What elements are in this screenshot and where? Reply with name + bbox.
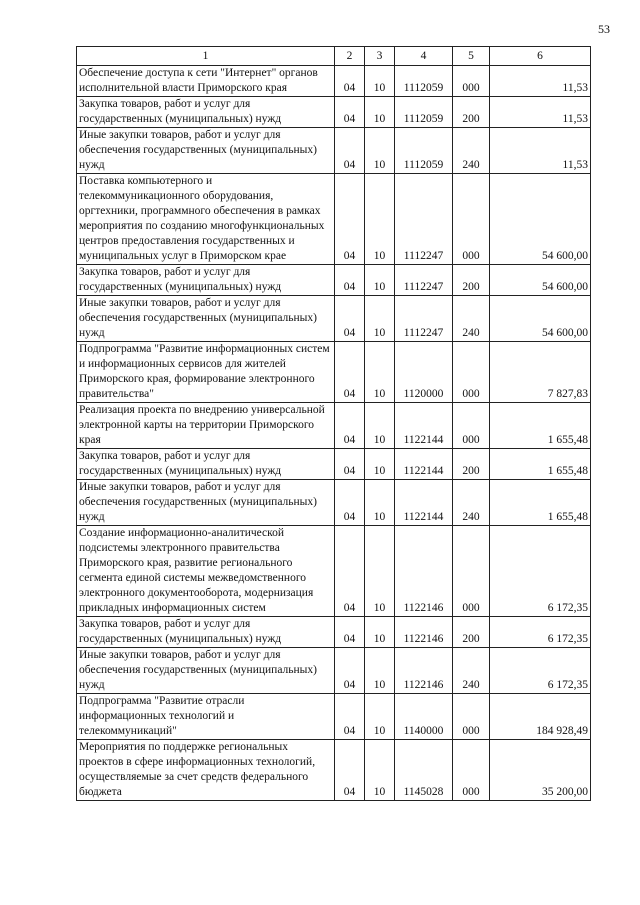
row-code-cell: 10 — [365, 694, 395, 740]
table-row — [77, 97, 591, 128]
table-body — [77, 66, 591, 801]
table-row — [77, 449, 591, 480]
row-code-cell: 10 — [365, 174, 395, 265]
row-code-cell: 10 — [365, 128, 395, 174]
row-code-cell: 1112247 — [395, 174, 453, 265]
row-code-cell: 1145028 — [395, 740, 453, 801]
row-code-cell: 10 — [365, 740, 395, 801]
row-code-cell: 04 — [335, 265, 365, 296]
row-name-cell: Создание информационно-аналитической подсистемы электронного правительства Приморского края, развитие регионального сегмента единой системы межведомственного электронного документооборота, модернизация прикладных информационных систем — [77, 526, 335, 617]
row-code-cell: 1112059 — [395, 128, 453, 174]
row-name-cell: Закупка товаров, работ и услуг для государственных (муниципальных) нужд — [77, 265, 335, 296]
row-code-cell: 10 — [365, 617, 395, 648]
header-row — [77, 47, 591, 66]
row-name-cell: Мероприятия по поддержке региональных проектов в сфере информационных технологий, осуществляемые за счет средств федерального бюджета — [77, 740, 335, 801]
header-cell: 6 — [490, 47, 591, 66]
row-code-cell: 04 — [335, 480, 365, 526]
row-code-cell: 1122144 — [395, 480, 453, 526]
row-amount-cell: 1 655,48 — [490, 480, 591, 526]
row-code-cell: 1120000 — [395, 342, 453, 403]
row-amount-cell: 1 655,48 — [490, 403, 591, 449]
row-code-cell: 04 — [335, 296, 365, 342]
budget-table — [76, 46, 591, 801]
row-amount-cell: 7 827,83 — [490, 342, 591, 403]
page-number: 53 — [598, 22, 610, 36]
row-code-cell: 10 — [365, 265, 395, 296]
row-name-cell: Реализация проекта по внедрению универсальной электронной карты на территории Приморского края — [77, 403, 335, 449]
row-code-cell: 1112247 — [395, 265, 453, 296]
row-code-cell: 04 — [335, 174, 365, 265]
table-row — [77, 403, 591, 449]
row-code-cell: 10 — [365, 97, 395, 128]
row-code-cell: 1112059 — [395, 97, 453, 128]
row-code-cell: 10 — [365, 342, 395, 403]
row-code-cell: 04 — [335, 694, 365, 740]
row-code-cell: 04 — [335, 449, 365, 480]
row-amount-cell: 11,53 — [490, 97, 591, 128]
row-code-cell: 1112059 — [395, 66, 453, 97]
row-code-cell: 04 — [335, 128, 365, 174]
row-code-cell: 04 — [335, 648, 365, 694]
row-amount-cell: 1 655,48 — [490, 449, 591, 480]
row-code-cell: 10 — [365, 648, 395, 694]
row-name-cell: Иные закупки товаров, работ и услуг для обеспечения государственных (муниципальных) нужд — [77, 128, 335, 174]
row-code-cell: 10 — [365, 480, 395, 526]
row-code-cell: 10 — [365, 296, 395, 342]
row-code-cell: 1122146 — [395, 526, 453, 617]
row-code-cell: 1122146 — [395, 617, 453, 648]
row-code-cell: 10 — [365, 449, 395, 480]
row-code-cell: 1122144 — [395, 403, 453, 449]
header-cell: 3 — [365, 47, 395, 66]
header-cell: 4 — [395, 47, 453, 66]
row-code-cell: 200 — [453, 617, 490, 648]
row-name-cell: Закупка товаров, работ и услуг для государственных (муниципальных) нужд — [77, 617, 335, 648]
table-row — [77, 296, 591, 342]
row-code-cell: 000 — [453, 740, 490, 801]
row-code-cell: 04 — [335, 97, 365, 128]
header-cell: 1 — [77, 47, 335, 66]
table-row — [77, 128, 591, 174]
row-name-cell: Обеспечение доступа к сети "Интернет" органов исполнительной власти Приморского края — [77, 66, 335, 97]
row-amount-cell: 54 600,00 — [490, 174, 591, 265]
header-cell: 2 — [335, 47, 365, 66]
row-amount-cell: 35 200,00 — [490, 740, 591, 801]
row-name-cell: Иные закупки товаров, работ и услуг для обеспечения государственных (муниципальных) нужд — [77, 296, 335, 342]
row-code-cell: 04 — [335, 66, 365, 97]
row-code-cell: 1122146 — [395, 648, 453, 694]
row-code-cell: 04 — [335, 526, 365, 617]
row-amount-cell: 6 172,35 — [490, 526, 591, 617]
row-code-cell: 04 — [335, 617, 365, 648]
row-amount-cell: 54 600,00 — [490, 296, 591, 342]
row-code-cell: 240 — [453, 480, 490, 526]
row-code-cell: 1122144 — [395, 449, 453, 480]
row-code-cell: 240 — [453, 648, 490, 694]
row-name-cell: Закупка товаров, работ и услуг для государственных (муниципальных) нужд — [77, 97, 335, 128]
row-code-cell: 240 — [453, 296, 490, 342]
row-code-cell: 000 — [453, 694, 490, 740]
row-name-cell: Иные закупки товаров, работ и услуг для обеспечения государственных (муниципальных) нужд — [77, 648, 335, 694]
row-code-cell: 000 — [453, 403, 490, 449]
row-amount-cell: 11,53 — [490, 128, 591, 174]
row-amount-cell: 184 928,49 — [490, 694, 591, 740]
table-row — [77, 265, 591, 296]
header-cell: 5 — [453, 47, 490, 66]
row-code-cell: 1112247 — [395, 296, 453, 342]
row-code-cell: 10 — [365, 403, 395, 449]
row-code-cell: 000 — [453, 66, 490, 97]
row-amount-cell: 6 172,35 — [490, 617, 591, 648]
row-code-cell: 000 — [453, 526, 490, 617]
row-code-cell: 200 — [453, 449, 490, 480]
row-code-cell: 000 — [453, 174, 490, 265]
row-name-cell: Закупка товаров, работ и услуг для государственных (муниципальных) нужд — [77, 449, 335, 480]
row-amount-cell: 11,53 — [490, 66, 591, 97]
row-amount-cell: 6 172,35 — [490, 648, 591, 694]
table-row — [77, 694, 591, 740]
row-code-cell: 000 — [453, 342, 490, 403]
row-name-cell: Поставка компьютерного и телекоммуникационного оборудования, оргтехники, программного обеспечения в рамках мероприятия по созданию многофункциональных центров предоставления государственных и муниципальных услуг в Приморском крае — [77, 174, 335, 265]
table-row — [77, 66, 591, 97]
row-amount-cell: 54 600,00 — [490, 265, 591, 296]
row-code-cell: 04 — [335, 403, 365, 449]
row-code-cell: 04 — [335, 740, 365, 801]
table-row — [77, 526, 591, 617]
row-code-cell: 240 — [453, 128, 490, 174]
row-name-cell: Иные закупки товаров, работ и услуг для обеспечения государственных (муниципальных) нужд — [77, 480, 335, 526]
row-code-cell: 200 — [453, 97, 490, 128]
row-code-cell: 10 — [365, 66, 395, 97]
row-code-cell: 10 — [365, 526, 395, 617]
row-code-cell: 1140000 — [395, 694, 453, 740]
row-name-cell: Подпрограмма "Развитие отрасли информационных технологий и телекоммуникаций" — [77, 694, 335, 740]
table-row — [77, 617, 591, 648]
row-name-cell: Подпрограмма "Развитие информационных систем и информационных сервисов для жителей Приморского края, формирование электронного правительства" — [77, 342, 335, 403]
row-code-cell: 200 — [453, 265, 490, 296]
table-row — [77, 480, 591, 526]
table-row — [77, 648, 591, 694]
table-row — [77, 342, 591, 403]
row-code-cell: 04 — [335, 342, 365, 403]
table-row — [77, 174, 591, 265]
table-row — [77, 740, 591, 801]
